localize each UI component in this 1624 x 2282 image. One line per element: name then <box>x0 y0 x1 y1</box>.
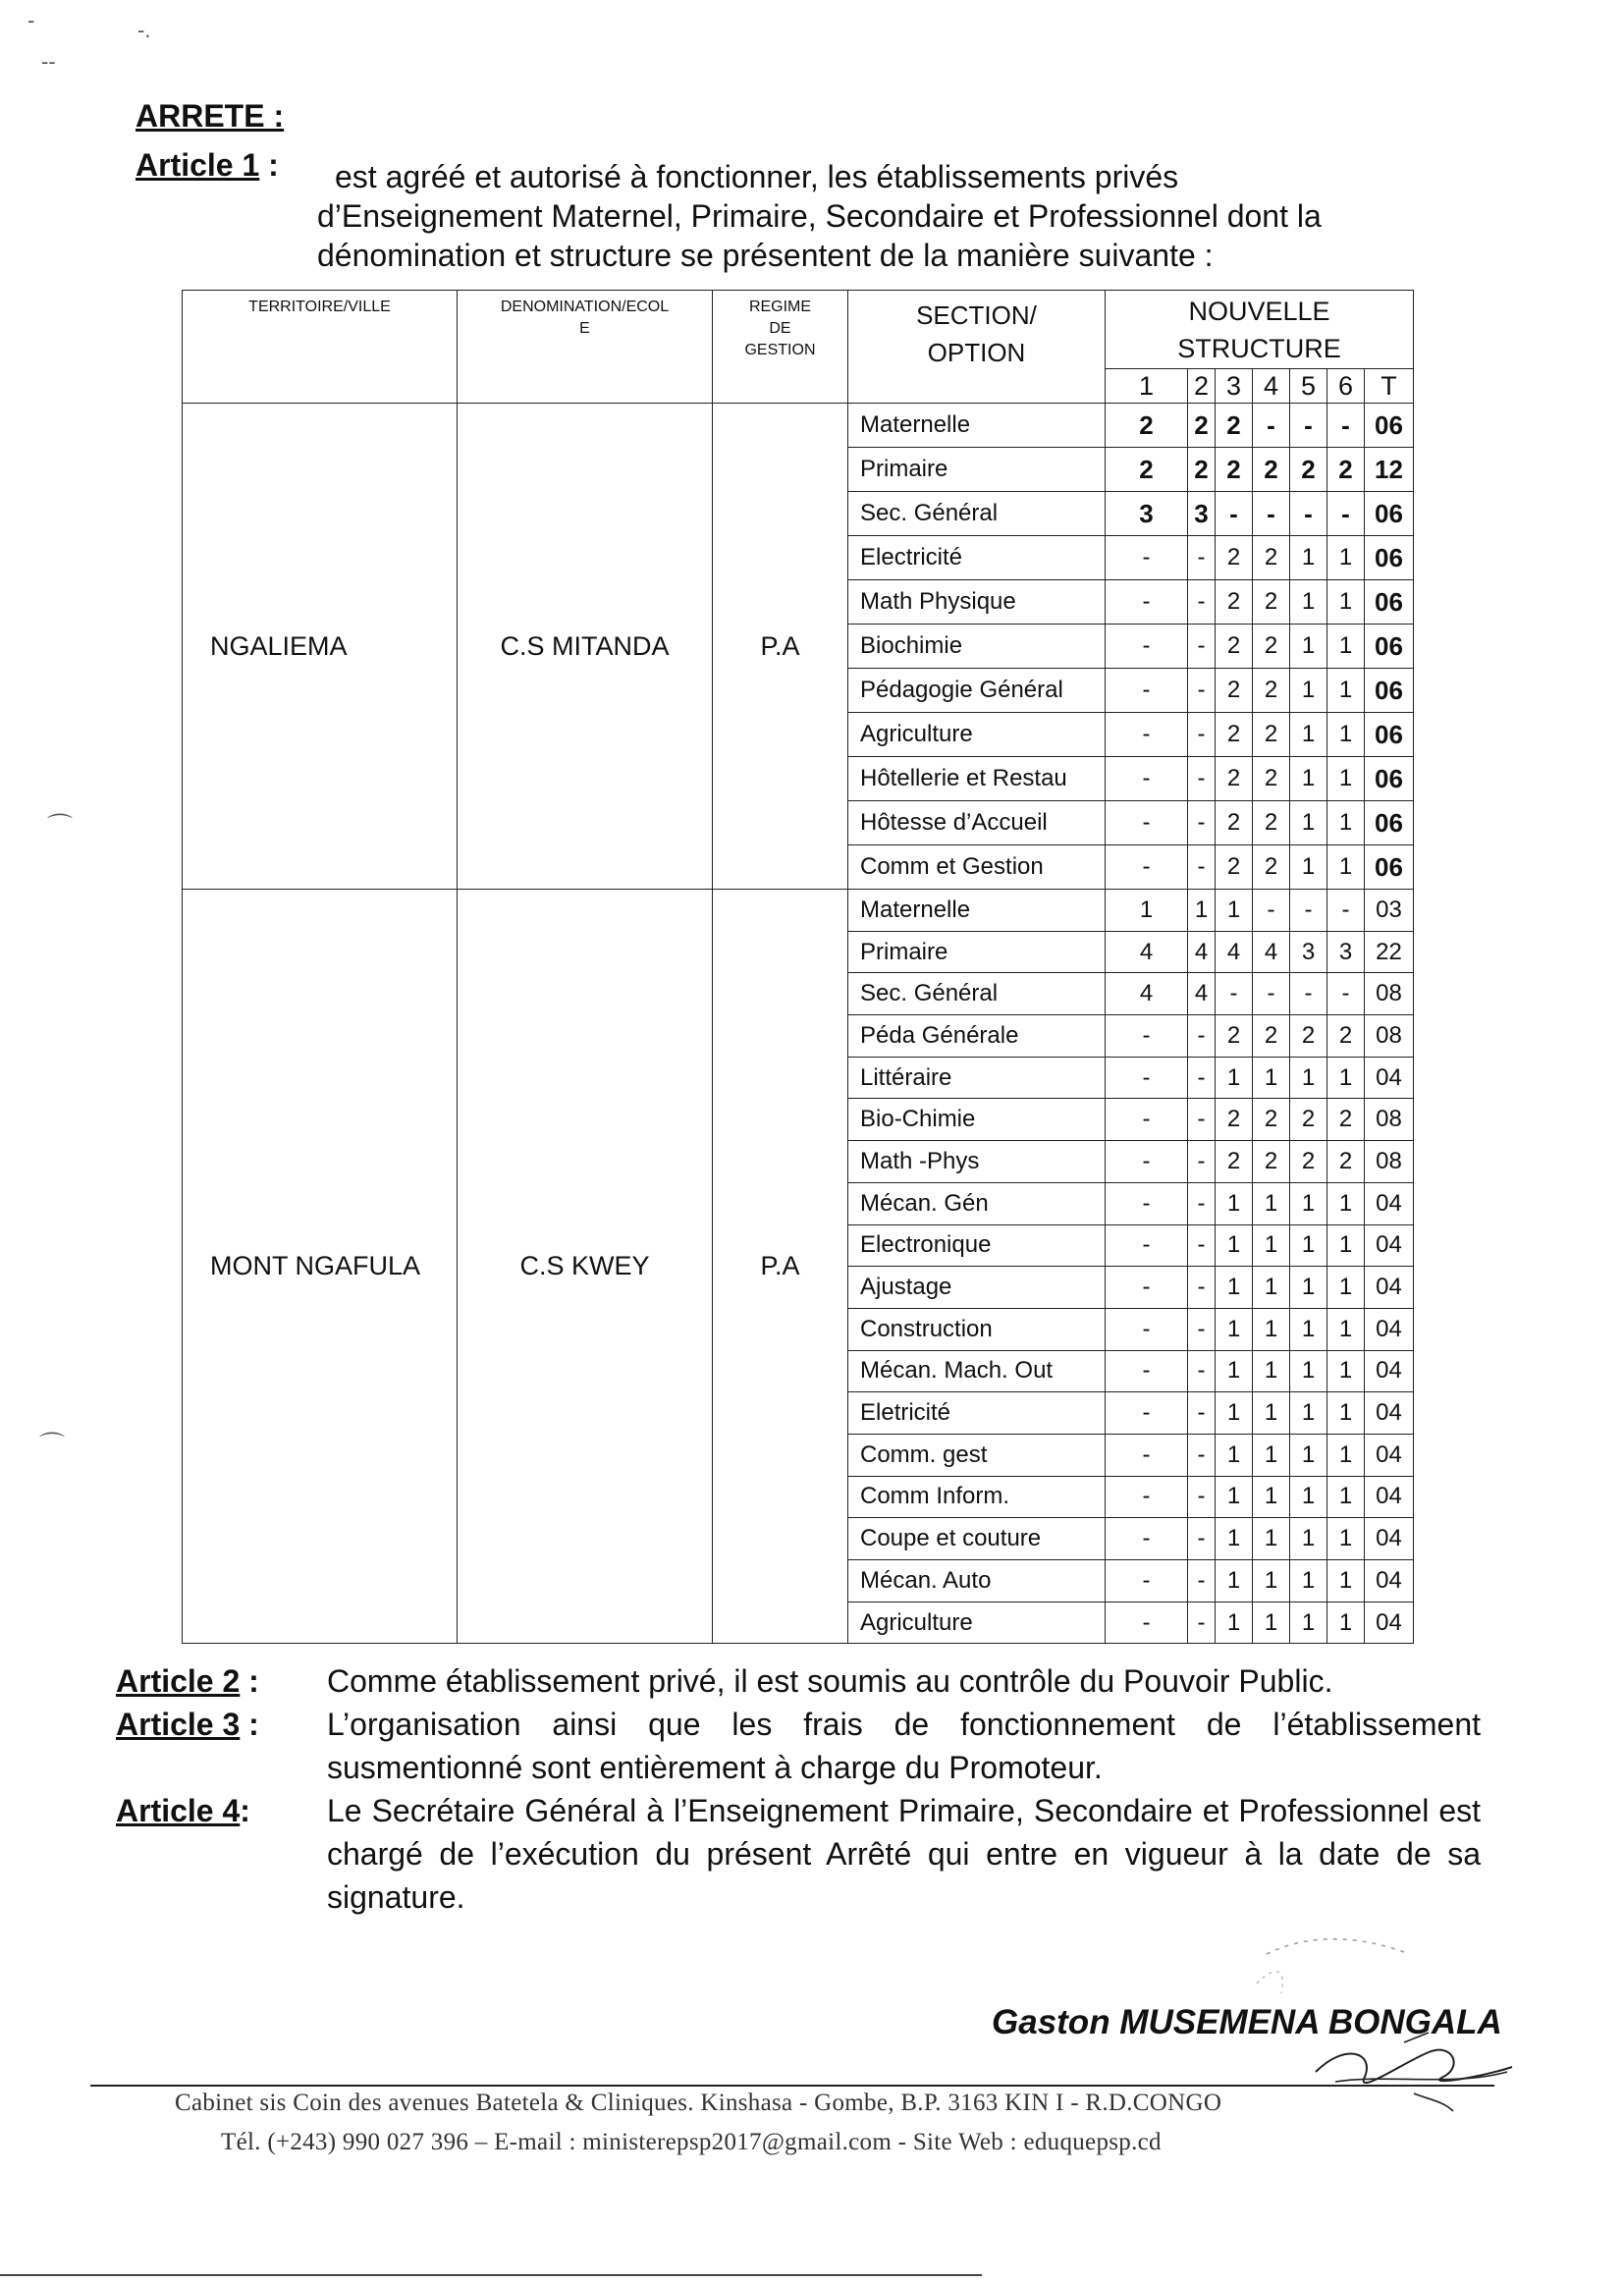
year-6-cell: - <box>1327 973 1365 1015</box>
option-cell: Eletricité <box>848 1392 1106 1435</box>
territoire-cell: MONT NGAFULA <box>183 890 458 1644</box>
year-1-cell: 3 <box>1106 492 1188 536</box>
option-cell: Agriculture <box>848 1602 1106 1644</box>
year-5-cell: 1 <box>1290 713 1327 757</box>
year-4-cell: 2 <box>1253 845 1290 890</box>
option-cell: Mécan. Gén <box>848 1182 1106 1224</box>
year-6-cell: 1 <box>1327 1182 1365 1224</box>
year-5-cell: 1 <box>1290 1267 1327 1309</box>
year-1-cell: - <box>1106 1602 1188 1644</box>
year-2-cell: - <box>1188 1392 1216 1435</box>
header-col-5: 5 <box>1290 369 1327 404</box>
year-5-cell: 1 <box>1290 757 1327 801</box>
year-3-cell: 1 <box>1216 1476 1253 1518</box>
article-2-text: Comme établissement privé, il est soumis au contrôle du Pouvoir Public. <box>327 1663 1333 1699</box>
year-2-cell: 2 <box>1188 404 1216 448</box>
year-1-cell: 1 <box>1106 890 1188 932</box>
total-cell: 06 <box>1365 713 1414 757</box>
year-5-cell: 2 <box>1290 448 1327 492</box>
year-5-cell: 1 <box>1290 1476 1327 1518</box>
year-4-cell: 1 <box>1253 1224 1290 1267</box>
year-2-cell: - <box>1188 1224 1216 1267</box>
year-6-cell: 1 <box>1327 757 1365 801</box>
territoire-cell: NGALIEMA <box>183 404 458 890</box>
total-cell: 04 <box>1365 1224 1414 1267</box>
year-1-cell: - <box>1106 536 1188 580</box>
year-2-cell: - <box>1188 1602 1216 1644</box>
year-2-cell: - <box>1188 536 1216 580</box>
year-3-cell: 1 <box>1216 1224 1253 1267</box>
year-1-cell: - <box>1106 1182 1188 1224</box>
header-col-4: 4 <box>1253 369 1290 404</box>
year-4-cell: 2 <box>1253 713 1290 757</box>
scan-mark: - <box>27 8 35 32</box>
year-3-cell: 2 <box>1216 536 1253 580</box>
year-3-cell: 1 <box>1216 1560 1253 1603</box>
option-cell: Primaire <box>848 931 1106 973</box>
header-denomination: DENOMINATION/ECOL E <box>458 291 713 404</box>
article-3-text: L’organisation ainsi que les frais de fonctionnement de l’établissement susmentionné sont entièrement à charge du Promoteur. <box>327 1707 1481 1785</box>
year-3-cell: 2 <box>1216 1015 1253 1058</box>
year-1-cell: - <box>1106 801 1188 845</box>
year-6-cell: 2 <box>1327 1141 1365 1183</box>
year-6-cell: 1 <box>1327 1560 1365 1603</box>
option-cell: Comm. gest <box>848 1434 1106 1476</box>
year-4-cell: 2 <box>1253 625 1290 669</box>
year-2-cell: - <box>1188 801 1216 845</box>
year-3-cell: 2 <box>1216 580 1253 625</box>
year-1-cell: 2 <box>1106 404 1188 448</box>
year-3-cell: 2 <box>1216 757 1253 801</box>
year-5-cell: 1 <box>1290 669 1327 713</box>
year-1-cell: - <box>1106 1434 1188 1476</box>
year-2-cell: - <box>1188 1476 1216 1518</box>
year-4-cell: 1 <box>1253 1267 1290 1309</box>
year-6-cell: 1 <box>1327 536 1365 580</box>
articles-section <box>116 1659 1481 1919</box>
year-2-cell: 4 <box>1188 973 1216 1015</box>
year-3-cell: 2 <box>1216 404 1253 448</box>
option-cell: Biochimie <box>848 625 1106 669</box>
year-4-cell: 2 <box>1253 536 1290 580</box>
year-5-cell: 1 <box>1290 845 1327 890</box>
year-6-cell: 1 <box>1327 1224 1365 1267</box>
option-cell: Maternelle <box>848 404 1106 448</box>
year-1-cell: - <box>1106 580 1188 625</box>
year-5-cell: 2 <box>1290 1141 1327 1183</box>
year-3-cell: 2 <box>1216 1141 1253 1183</box>
option-cell: Pédagogie Général <box>848 669 1106 713</box>
year-5-cell: 1 <box>1290 536 1327 580</box>
year-3-cell: 1 <box>1216 890 1253 932</box>
year-1-cell: - <box>1106 1057 1188 1099</box>
year-6-cell: 2 <box>1327 1015 1365 1058</box>
year-5-cell: 3 <box>1290 931 1327 973</box>
year-4-cell: 1 <box>1253 1518 1290 1560</box>
year-5-cell: - <box>1290 492 1327 536</box>
year-1-cell: - <box>1106 1308 1188 1350</box>
year-4-cell: 1 <box>1253 1476 1290 1518</box>
year-3-cell: 1 <box>1216 1057 1253 1099</box>
year-6-cell: 1 <box>1327 1434 1365 1476</box>
year-2-cell: - <box>1188 1099 1216 1141</box>
year-3-cell: 2 <box>1216 713 1253 757</box>
regime-cell: P.A <box>713 404 848 890</box>
year-6-cell: 1 <box>1327 669 1365 713</box>
year-4-cell: 1 <box>1253 1392 1290 1435</box>
year-3-cell: 2 <box>1216 625 1253 669</box>
year-2-cell: - <box>1188 757 1216 801</box>
year-1-cell: - <box>1106 713 1188 757</box>
option-cell: Primaire <box>848 448 1106 492</box>
margin-mark: ⌒ <box>47 812 74 842</box>
year-4-cell: 1 <box>1253 1182 1290 1224</box>
article-4-text: Le Secrétaire Général à l’Enseignement Primaire, Secondaire et Professionnel est chargé de l’exécution du présent Arrêté qui entre en vigueur à la date de sa signature. <box>327 1793 1481 1915</box>
article-3-label: Article 3 : <box>116 1707 259 1742</box>
year-4-cell: 1 <box>1253 1560 1290 1603</box>
denomination-cell: C.S MITANDA <box>458 404 713 890</box>
total-cell: 06 <box>1365 801 1414 845</box>
year-4-cell: - <box>1253 404 1290 448</box>
year-4-cell: 1 <box>1253 1602 1290 1644</box>
option-cell: Mécan. Mach. Out <box>848 1350 1106 1392</box>
year-5-cell: - <box>1290 973 1327 1015</box>
year-4-cell: 2 <box>1253 448 1290 492</box>
regime-cell: P.A <box>713 890 848 1644</box>
article-1-label: Article 1 : <box>135 147 279 183</box>
total-cell: 06 <box>1365 625 1414 669</box>
year-3-cell: 2 <box>1216 669 1253 713</box>
year-2-cell: 1 <box>1188 890 1216 932</box>
year-3-cell: 2 <box>1216 1099 1253 1141</box>
year-5-cell: 1 <box>1290 1518 1327 1560</box>
year-1-cell: - <box>1106 1518 1188 1560</box>
year-3-cell: 4 <box>1216 931 1253 973</box>
year-6-cell: 1 <box>1327 1518 1365 1560</box>
year-5-cell: 2 <box>1290 1099 1327 1141</box>
year-4-cell: - <box>1253 492 1290 536</box>
year-1-cell: - <box>1106 669 1188 713</box>
option-cell: Maternelle <box>848 890 1106 932</box>
year-5-cell: 1 <box>1290 625 1327 669</box>
year-1-cell: - <box>1106 1392 1188 1435</box>
header-col-2: 2 <box>1188 369 1216 404</box>
year-6-cell: 1 <box>1327 713 1365 757</box>
year-4-cell: 2 <box>1253 757 1290 801</box>
year-6-cell: 1 <box>1327 1267 1365 1309</box>
total-cell: 04 <box>1365 1350 1414 1392</box>
year-5-cell: 1 <box>1290 1224 1327 1267</box>
year-4-cell: 4 <box>1253 931 1290 973</box>
total-cell: 06 <box>1365 492 1414 536</box>
year-4-cell: - <box>1253 890 1290 932</box>
year-4-cell: 1 <box>1253 1308 1290 1350</box>
total-cell: 04 <box>1365 1392 1414 1435</box>
option-cell: Mécan. Auto <box>848 1560 1106 1603</box>
year-1-cell: - <box>1106 1476 1188 1518</box>
year-6-cell: 1 <box>1327 1057 1365 1099</box>
year-2-cell: - <box>1188 1434 1216 1476</box>
year-5-cell: 1 <box>1290 1350 1327 1392</box>
total-cell: 06 <box>1365 404 1414 448</box>
total-cell: 06 <box>1365 757 1414 801</box>
total-cell: 08 <box>1365 973 1414 1015</box>
year-5-cell: 1 <box>1290 1602 1327 1644</box>
total-cell: 04 <box>1365 1560 1414 1603</box>
year-5-cell: 1 <box>1290 1182 1327 1224</box>
year-6-cell: 1 <box>1327 1350 1365 1392</box>
year-2-cell: - <box>1188 1308 1216 1350</box>
year-5-cell: 1 <box>1290 1392 1327 1435</box>
header-col-1: 1 <box>1106 369 1188 404</box>
year-5-cell: 2 <box>1290 1015 1327 1058</box>
option-cell: Péda Générale <box>848 1015 1106 1058</box>
year-3-cell: 1 <box>1216 1267 1253 1309</box>
year-2-cell: - <box>1188 1267 1216 1309</box>
total-cell: 08 <box>1365 1015 1414 1058</box>
year-3-cell: - <box>1216 492 1253 536</box>
signature <box>1257 1983 1532 2121</box>
total-cell: 06 <box>1365 580 1414 625</box>
year-3-cell: 2 <box>1216 845 1253 890</box>
total-cell: 04 <box>1365 1308 1414 1350</box>
total-cell: 04 <box>1365 1602 1414 1644</box>
option-cell: Agriculture <box>848 713 1106 757</box>
year-3-cell: 1 <box>1216 1518 1253 1560</box>
year-2-cell: - <box>1188 580 1216 625</box>
year-5-cell: 1 <box>1290 1057 1327 1099</box>
option-cell: Littéraire <box>848 1057 1106 1099</box>
year-2-cell: - <box>1188 1350 1216 1392</box>
article-4 <box>116 1789 1481 1919</box>
total-cell: 04 <box>1365 1057 1414 1099</box>
year-1-cell: - <box>1106 1560 1188 1603</box>
year-4-cell: 2 <box>1253 1141 1290 1183</box>
option-cell: Math Physique <box>848 580 1106 625</box>
year-2-cell: 2 <box>1188 448 1216 492</box>
year-1-cell: - <box>1106 1267 1188 1309</box>
scan-mark: -- <box>41 49 56 74</box>
total-cell: 04 <box>1365 1518 1414 1560</box>
footer-address: Cabinet sis Coin des avenues Batetela & Cliniques. Kinshasa - Gombe, B.P. 3163 KIN I - R.D.CONGO <box>175 2090 1222 2116</box>
total-cell: 04 <box>1365 1434 1414 1476</box>
year-1-cell: 4 <box>1106 931 1188 973</box>
arrete-heading: ARRETE : <box>135 98 285 134</box>
year-4-cell: 2 <box>1253 801 1290 845</box>
year-6-cell: 1 <box>1327 801 1365 845</box>
year-1-cell: 2 <box>1106 448 1188 492</box>
year-3-cell: 2 <box>1216 448 1253 492</box>
year-3-cell: 1 <box>1216 1602 1253 1644</box>
year-1-cell: - <box>1106 757 1188 801</box>
year-6-cell: 1 <box>1327 580 1365 625</box>
option-cell: Comm et Gestion <box>848 845 1106 890</box>
year-4-cell: 2 <box>1253 580 1290 625</box>
year-1-cell: - <box>1106 845 1188 890</box>
year-6-cell: 1 <box>1327 1602 1365 1644</box>
total-cell: 06 <box>1365 536 1414 580</box>
option-cell: Coupe et couture <box>848 1518 1106 1560</box>
option-cell: Electronique <box>848 1224 1106 1267</box>
year-2-cell: - <box>1188 1182 1216 1224</box>
article-2-label: Article 2 : <box>116 1663 259 1699</box>
option-cell: Sec. Général <box>848 492 1106 536</box>
year-5-cell: - <box>1290 404 1327 448</box>
year-1-cell: - <box>1106 1015 1188 1058</box>
year-3-cell: 1 <box>1216 1392 1253 1435</box>
year-6-cell: 1 <box>1327 1476 1365 1518</box>
year-6-cell: - <box>1327 492 1365 536</box>
year-4-cell: 1 <box>1253 1350 1290 1392</box>
total-cell: 12 <box>1365 448 1414 492</box>
header-regime: REGIME DE GESTION <box>713 291 848 404</box>
year-2-cell: - <box>1188 1015 1216 1058</box>
year-6-cell: 1 <box>1327 1392 1365 1435</box>
option-cell: Hôtellerie et Restau <box>848 757 1106 801</box>
option-cell: Hôtesse d’Accueil <box>848 801 1106 845</box>
option-cell: Ajustage <box>848 1267 1106 1309</box>
year-2-cell: - <box>1188 1518 1216 1560</box>
total-cell: 22 <box>1365 931 1414 973</box>
year-2-cell: - <box>1188 1057 1216 1099</box>
signer-name: Gaston MUSEMENA BONGALA <box>992 2003 1502 2041</box>
year-2-cell: - <box>1188 1560 1216 1603</box>
header-section-option: SECTION/ OPTION <box>848 291 1106 404</box>
year-5-cell: 1 <box>1290 1560 1327 1603</box>
year-1-cell: - <box>1106 1099 1188 1141</box>
year-6-cell: 1 <box>1327 625 1365 669</box>
year-2-cell: - <box>1188 845 1216 890</box>
year-5-cell: 1 <box>1290 1434 1327 1476</box>
article-3 <box>116 1703 1481 1789</box>
header-col-3: 3 <box>1216 369 1253 404</box>
year-2-cell: - <box>1188 713 1216 757</box>
year-3-cell: - <box>1216 973 1253 1015</box>
option-cell: Electricité <box>848 536 1106 580</box>
total-cell: 06 <box>1365 669 1414 713</box>
year-4-cell: 2 <box>1253 1015 1290 1058</box>
year-4-cell: 1 <box>1253 1434 1290 1476</box>
year-1-cell: - <box>1106 625 1188 669</box>
year-5-cell: 1 <box>1290 580 1327 625</box>
year-6-cell: 3 <box>1327 931 1365 973</box>
year-5-cell: - <box>1290 890 1327 932</box>
article-2 <box>116 1659 1481 1703</box>
year-4-cell: - <box>1253 973 1290 1015</box>
year-6-cell: 2 <box>1327 448 1365 492</box>
year-5-cell: 1 <box>1290 801 1327 845</box>
margin-mark: ⌒ <box>39 1431 66 1460</box>
year-3-cell: 1 <box>1216 1434 1253 1476</box>
total-cell: 06 <box>1365 845 1414 890</box>
option-cell: Bio-Chimie <box>848 1099 1106 1141</box>
year-3-cell: 2 <box>1216 801 1253 845</box>
header-nouvelle-structure: NOUVELLE STRUCTURE <box>1106 291 1414 369</box>
header-col-6: 6 <box>1327 369 1365 404</box>
year-1-cell: - <box>1106 1350 1188 1392</box>
year-2-cell: - <box>1188 1141 1216 1183</box>
table-row <box>183 890 1414 932</box>
table-header-row <box>183 291 1414 369</box>
footer-divider <box>90 2085 1494 2087</box>
total-cell: 04 <box>1365 1182 1414 1224</box>
article-4-label: Article 4: <box>116 1793 250 1828</box>
total-cell: 04 <box>1365 1476 1414 1518</box>
year-2-cell: 3 <box>1188 492 1216 536</box>
option-cell: Comm Inform. <box>848 1476 1106 1518</box>
year-5-cell: 1 <box>1290 1308 1327 1350</box>
year-3-cell: 1 <box>1216 1350 1253 1392</box>
option-cell: Construction <box>848 1308 1106 1350</box>
year-2-cell: - <box>1188 669 1216 713</box>
year-1-cell: 4 <box>1106 973 1188 1015</box>
year-6-cell: - <box>1327 404 1365 448</box>
option-cell: Sec. Général <box>848 973 1106 1015</box>
structure-table <box>182 290 1414 1644</box>
year-3-cell: 1 <box>1216 1308 1253 1350</box>
denomination-cell: C.S KWEY <box>458 890 713 1644</box>
year-4-cell: 1 <box>1253 1057 1290 1099</box>
year-3-cell: 1 <box>1216 1182 1253 1224</box>
total-cell: 04 <box>1365 1267 1414 1309</box>
year-6-cell: 2 <box>1327 1099 1365 1141</box>
year-6-cell: 1 <box>1327 845 1365 890</box>
year-4-cell: 2 <box>1253 1099 1290 1141</box>
year-4-cell: 2 <box>1253 669 1290 713</box>
table-row <box>183 404 1414 448</box>
total-cell: 08 <box>1365 1099 1414 1141</box>
header-col-total: T <box>1365 369 1414 404</box>
total-cell: 03 <box>1365 890 1414 932</box>
scan-mark: -. <box>137 18 151 42</box>
article-1-text: est agréé et autorisé à fonctionner, les établissements privés d’Enseignement Maternel, Primaire, Secondaire et Professionnel dont la dénomination et structure se présentent de la manière suivante : <box>317 159 1322 273</box>
header-territoire: TERRITOIRE/VILLE <box>183 291 458 404</box>
year-2-cell: 4 <box>1188 931 1216 973</box>
option-cell: Math -Phys <box>848 1141 1106 1183</box>
year-6-cell: 1 <box>1327 1308 1365 1350</box>
year-1-cell: - <box>1106 1224 1188 1267</box>
bottom-rule <box>0 2274 982 2276</box>
year-6-cell: - <box>1327 890 1365 932</box>
year-1-cell: - <box>1106 1141 1188 1183</box>
total-cell: 08 <box>1365 1141 1414 1183</box>
year-2-cell: - <box>1188 625 1216 669</box>
footer-contact: Tél. (+243) 990 027 396 – E-mail : ministerepsp2017@gmail.com - Site Web : eduquepsp.cd <box>221 2129 1162 2155</box>
